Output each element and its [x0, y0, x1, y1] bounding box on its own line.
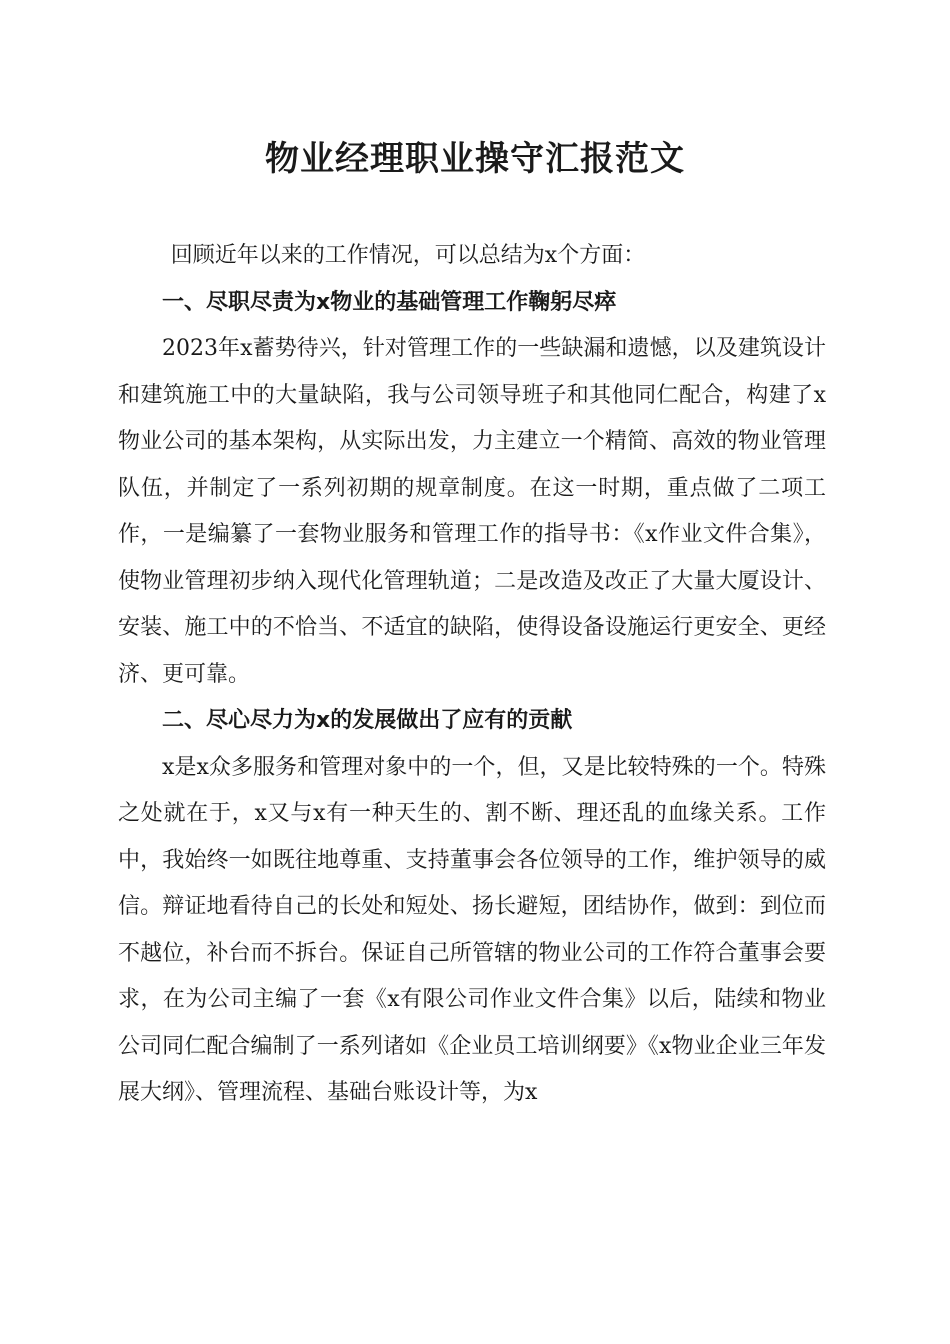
section-1-heading: 一、尽职尽责为x物业的基础管理工作鞠躬尽瘁 [162, 289, 617, 315]
intro-paragraph: 回顾近年以来的工作情况，可以总结为x个方面： [170, 243, 646, 268]
section-2-heading: 二、尽心尽力为x的发展做出了应有的贡献 [162, 708, 573, 733]
section-1-paragraph: 2023年x蓄势待兴，针对管理工作的一些缺漏和遗憾，以及建筑设计和建筑施工中的大量缺陷，我与公司领导班子和其他同仁配合，构建了x物业公司的基本架构，从实际出发，力主建立一个精简、高效的物业管理队伍，并制定了一系列初期的规章制度。在这一时期，重点做了二项工作，一是编纂了一套物业服务和管理工作的指导书：《x作业文件合集》，使物业管理初步纳入现代化管理轨道；二是改造及改正了大量大厦设计、安装、施工中的不恰当、不适宜的缺陷，使得设备设施运行更安全、更经济、更可靠。 [118, 336, 826, 687]
document-title: 物业经理职业操守汇报范文 [265, 139, 685, 179]
document-body [118, 233, 826, 1117]
section-2-paragraph: x是x众多服务和管理对象中的一个，但，又是比较特殊的一个。特殊之处就在于，x又与x有一种天生的、割不断、理还乱的血缘关系。工作中，我始终一如既往地尊重、支持董事会各位领导的工作，维护领导的威信。辩证地看待自己的长处和短处、扬长避短，团结协作，做到：到位而不越位，补台而不拆台。保证自己所管辖的物业公司的工作符合董事会要求，在为公司主编了一套《x有限公司作业文件合集》以后，陆续和物业公司同仁配合编制了一系列诸如《企业员工培训纲要》《x物业企业三年发展大纲》、管理流程、基础台账设计等，为x [118, 754, 826, 1105]
